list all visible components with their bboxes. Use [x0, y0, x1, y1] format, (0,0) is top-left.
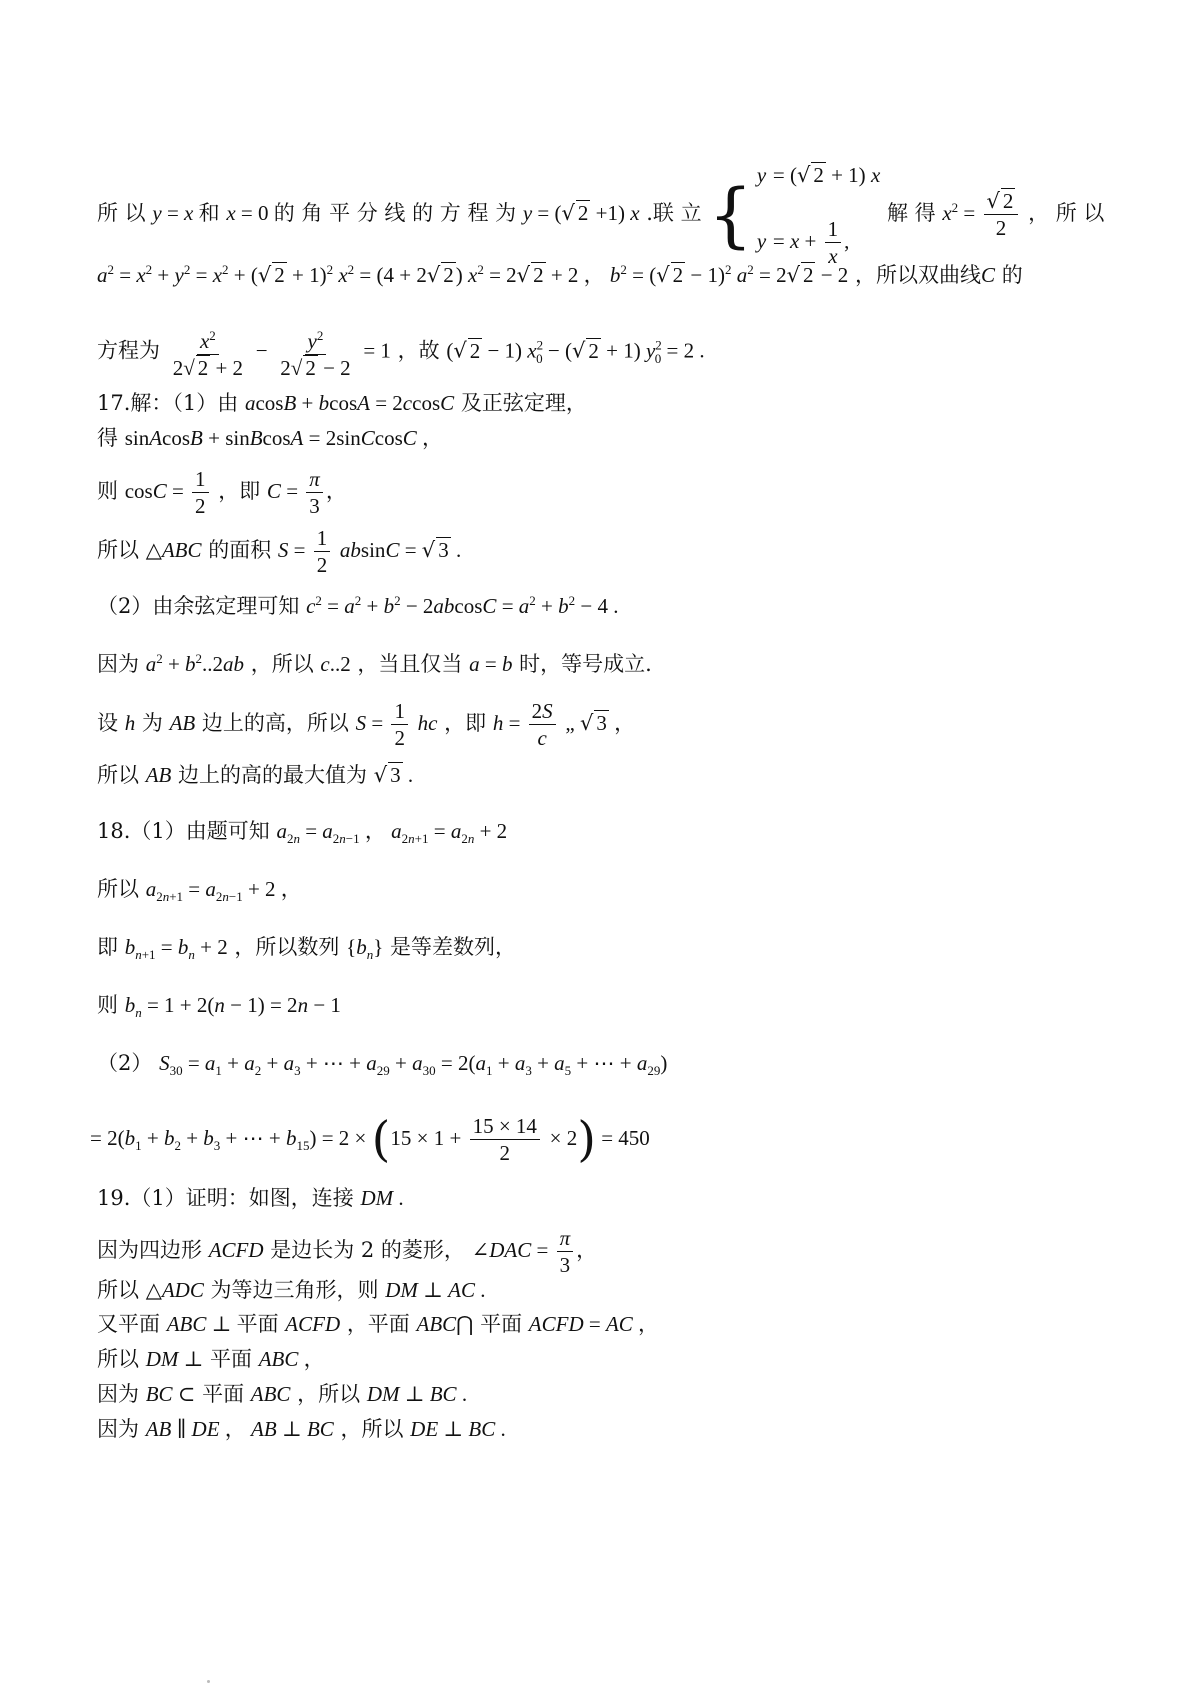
p17-line6: 因为 $a^2 + b^2..2ab$ ，所以 c..2 ，当且仅当 a = b 时，等号成立.: [97, 651, 652, 676]
text-area: 的面积: [208, 538, 272, 562]
text-combine: .联 立: [646, 201, 702, 225]
text-as: 为: [141, 711, 163, 735]
p18-line1: 18.（1）由题可知 $a_{2n} = a_{2n-1}$ ， $a_{2n+1} = a_{2n} + 2$: [97, 819, 508, 847]
text-and: 和: [198, 201, 220, 225]
text-hyperbola: ，所以双曲线: [855, 263, 981, 287]
p19-line4: 又平面 ABC ⊥ 平面 ACFD ，平面 ABC⋂ 平面 ACFD = AC ，: [97, 1312, 660, 1336]
p18-line2: 所以 $a_{2n+1} = a_{2n-1} + 2$ ，: [97, 877, 302, 905]
p17-line3: 则 cosC = $\frac{1}{2}$ ，即 C = $\frac{\pi}{3}$ ，: [97, 467, 347, 518]
text-cosine-law: （2）由余弦定理可知: [97, 594, 300, 618]
text-sequence: ，所以数列: [234, 935, 340, 959]
text-let: 设: [97, 711, 118, 735]
p18-line6: = $2(b_1 + b_2 + b_3$ + ⋯ + $b_{15}) = 2 \times (15 \times 1$ + $\frac{15 \times 14}{2}$ × 2) = 450: [90, 1111, 650, 1168]
text-bisector: 的 角 平 分 线 的 方 程 为: [273, 201, 517, 225]
text-iff: ，当且仅当: [357, 652, 463, 676]
text-therefore: ，故: [397, 338, 440, 363]
text-so: ，所以: [340, 1417, 404, 1441]
p19-line7: 因为 AB ∥ DE ， AB ⊥ BC ，所以 DE ⊥ BC .: [97, 1417, 506, 1441]
text-plane2: ，平面: [346, 1312, 410, 1336]
text-so2: ， 所 以: [1028, 201, 1105, 225]
p19-line6: 因为 BC ⊂ 平面 ABC ，所以 DM ⊥ BC .: [97, 1382, 468, 1406]
text-so: 所以: [97, 1278, 139, 1302]
p17-label: 17.解：（1）由: [97, 391, 239, 415]
text-plane3: 平面: [480, 1312, 523, 1336]
p18-line3: 即 $b_{n+1} = b_n + 2$ ，所以数列 $\{b_n\}$ 是等差数列，: [97, 935, 516, 963]
p17-line8: 所以 AB 边上的高的最大值为 √ 3 .: [97, 763, 414, 787]
text-equilateral: 为等边三角形，则: [210, 1278, 379, 1302]
text-max: 边上的高的最大值为: [178, 763, 368, 787]
text-solve: 解 得: [886, 201, 936, 225]
p18-line4: 则 $b_n = 1 + 2(n - 1) = 2n - 1$: [97, 993, 341, 1021]
text-arithmetic: 是等差数列，: [389, 935, 516, 959]
p17-line7: 设 h 为 AB 边上的高，所以 S = $\frac{1}{2}$ hc ，即 h = $\frac{2S}{c}$ „ √ 3 ，: [97, 699, 636, 750]
text-height: 边上的高，所以: [201, 711, 349, 735]
p17-line1: 17.解：（1）由 acosB + bcosA = 2ccosC 及正弦定理，: [97, 391, 587, 415]
p18-label: 18.（1）由题可知: [97, 819, 270, 843]
text-equation-is: 方程为: [97, 338, 160, 363]
text-so: 所以: [97, 877, 139, 901]
p17-line4: 所以 △ABC 的面积 S = $\frac{1}{2}$ absinC = √ 3 .: [97, 526, 462, 577]
text-get: 得: [97, 426, 118, 450]
p16-line1: 所 以 y = x 和 x = 0 的 角 平 分 线 的 方 程 为 y = (√ 2 +1) x .联 立 { y = (√ 2 + 1) x y = x + $\frac{1}{x}$ , 解 得 $x^2$ = $\frac{√ 2}{2}$ ， 所 以: [97, 160, 1104, 269]
text-ie: ，即: [444, 711, 487, 735]
text-quadrilateral: 因为四边形: [97, 1238, 202, 1262]
p18-line5: （2） $S_{30} = a_1 + a_2 + a_3$ + ⋯ + $a_{29} + a_{30} = 2(a_1 + a_3 + a_5$ + ⋯ + $a_{29}$): [97, 1051, 668, 1079]
p19-label: 19.（1）证明：如图，连接: [97, 1186, 354, 1210]
text-ie: ，即: [218, 479, 261, 503]
p17-line2: 得 sinAcosB + sinBcosA = 2sinCcosC ，: [97, 426, 444, 450]
text-so: ，所以: [250, 652, 314, 676]
text-so: 所以: [97, 763, 139, 787]
text-also-plane: 又平面: [97, 1312, 160, 1336]
text-plane: 平面: [210, 1347, 253, 1371]
equation-system: { y = (√ 2 + 1) x y = x + $\frac{1}{x}$ ,: [708, 160, 880, 269]
text-rhombus: 是边长为 2 的菱形，: [270, 1238, 465, 1262]
p19-line5: 所以 DM ⊥ 平面 ABC ，: [97, 1347, 325, 1371]
text-then: 则: [97, 993, 118, 1017]
text-so: 所以: [97, 1347, 139, 1371]
text-plane: 平面: [236, 1312, 279, 1336]
p19-line1: 19.（1）证明：如图，连接 DM .: [97, 1186, 404, 1210]
text-because: 因为: [97, 1382, 139, 1406]
p16-line3: 方程为 $\frac{x^2}{2√ 2 + 2}$ − $\frac{y^2}{2√ 2 - 2}$ = 1 ，故 (√ 2 − 1) $x^2_0$ − (√ 2 + 1) $y^2_0 = 2$ .: [97, 323, 705, 381]
text-so: 所以: [97, 538, 139, 562]
text-sine-law: 及正弦定理，: [460, 391, 587, 415]
p18-part2-label: （2）: [97, 1051, 153, 1075]
p16-line2: $a^2 = x^2 + y^2 = x^2$ + (√ 2 + 1)$^2$ $x^2 = (4 + 2√$ 2) $x^2 = 2√$ 2 + 2 ， $b^2$ = (√ 2 − 1)$^2$ $a^2 = 2√$ 2 − 2 ，所以双曲线C 的: [97, 262, 1023, 287]
text-so: ，所以: [297, 1382, 361, 1406]
p19-line2: 因为四边形 ACFD 是边长为 2 的菱形， ∠DAC = $\frac{\pi}{3}$ ，: [97, 1226, 598, 1277]
p17-line5: （2）由余弦定理可知 $c^2 = a^2 + b^2 - 2abcosC = a^2 + b^2 - 4$ .: [97, 593, 619, 618]
text-so: 所 以: [97, 201, 146, 225]
text-then: 则: [97, 479, 118, 503]
text-plane: 平面: [202, 1382, 245, 1406]
text-because: 因为: [97, 1417, 139, 1441]
sum-value: 450: [618, 1126, 650, 1150]
page-mark: [207, 1680, 210, 1683]
system-row-1: y = (√ 2 + 1) x: [756, 163, 881, 187]
text-equality: 时，等号成立.: [519, 652, 652, 676]
text-ie: 即: [97, 935, 118, 959]
text-de: 的: [1001, 263, 1023, 287]
system-row-2: y = x + $\frac{1}{x}$ ,: [756, 217, 850, 268]
p19-line3: 所以 △ADC 为等边三角形，则 DM ⊥ AC .: [97, 1278, 486, 1302]
text-because: 因为: [97, 652, 139, 676]
